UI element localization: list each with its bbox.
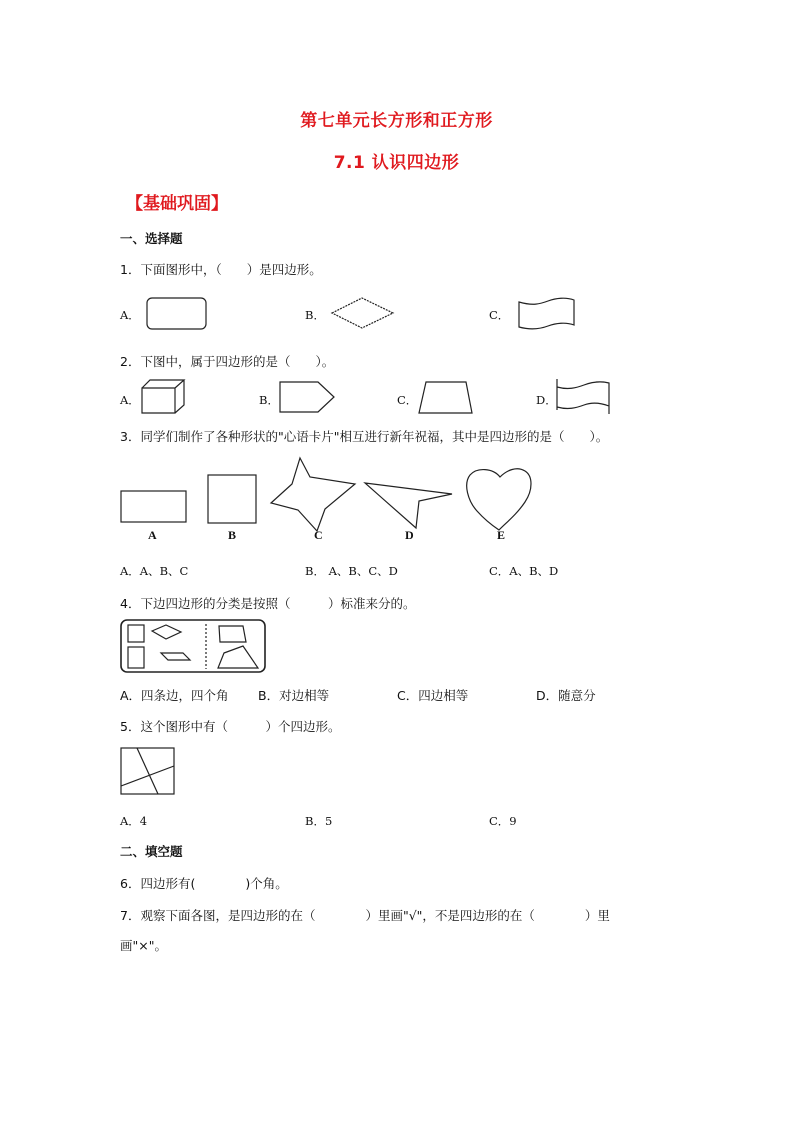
rectangle-card-figure <box>120 490 188 524</box>
wavy-flag-figure <box>556 378 612 418</box>
question-2-text: 2．下图中，属于四边形的是（ ）。 <box>120 354 335 369</box>
question-1-text: 1．下面图形中，（ ）是四边形。 <box>120 262 322 277</box>
question-6-text: 6．四边形有( )个角。 <box>120 876 288 891</box>
q4-option-b: B．对边相等 <box>258 688 330 703</box>
section-heading-fill-blank: 二、填空题 <box>120 844 183 859</box>
lesson-title: 7.1 认识四边形 <box>333 153 460 173</box>
q3-option-a: A．A、B、C <box>120 564 189 578</box>
question-4-text: 4．下边四边形的分类是按照（ ）标准来分的。 <box>120 596 416 611</box>
wavy-flag-figure <box>518 297 576 331</box>
q3-option-b: B． A、B、C、D <box>305 564 398 578</box>
unit-title: 第七单元长方形和正方形 <box>300 111 493 131</box>
trapezoid-figure <box>418 381 474 415</box>
figure-caption-c: C <box>314 528 323 542</box>
q5-option-c: C．9 <box>489 814 517 828</box>
question-7-text-line1: 7．观察下面各图，是四边形的在（ ）里画"√"，不是四边形的在（ ）里 <box>120 908 610 923</box>
q1-option-a-label: A． <box>120 308 140 322</box>
figure-caption-b: B <box>228 528 237 542</box>
figure-caption-e: E <box>497 528 506 542</box>
classification-figure <box>120 619 268 675</box>
q4-option-d: D．随意分 <box>536 688 596 703</box>
q5-option-a: A．4 <box>120 814 148 828</box>
four-point-star-figure <box>270 457 360 532</box>
q1-option-b-label: B． <box>305 308 325 322</box>
square-card-figure <box>207 474 259 526</box>
question-3-text: 3．同学们制作了各种形状的"心语卡片"相互进行新年祝福，其中是四边形的是（ ）。 <box>120 429 609 444</box>
divided-rectangle-figure <box>120 747 176 797</box>
q1-option-c-label: C． <box>489 308 510 322</box>
q2-option-c-label: C． <box>397 393 418 407</box>
q2-option-b-label: B． <box>259 393 279 407</box>
cube-figure <box>141 379 187 415</box>
q3-option-c: C．A、B、D <box>489 564 559 578</box>
section-banner: 【基础巩固】 <box>126 194 228 214</box>
heart-figure <box>465 468 537 532</box>
rounded-rectangle-figure <box>146 297 208 331</box>
question-7-text-line2: 画"×"。 <box>120 938 167 953</box>
q2-option-d-label: D． <box>536 393 557 407</box>
figure-caption-d: D <box>405 528 414 542</box>
figure-caption-a: A <box>148 528 157 542</box>
section-heading-choice: 一、选择题 <box>120 231 183 246</box>
rhombus-figure <box>331 297 395 329</box>
q5-option-b: B．5 <box>305 814 333 828</box>
q4-option-c: C．四边相等 <box>397 688 469 703</box>
q4-option-a: A．四条边，四个角 <box>120 688 229 703</box>
concave-quadrilateral-figure <box>364 482 456 530</box>
question-5-text: 5．这个图形中有（ ）个四边形。 <box>120 719 341 734</box>
pentagon-arrow-figure <box>279 381 337 415</box>
q2-option-a-label: A． <box>120 393 140 407</box>
